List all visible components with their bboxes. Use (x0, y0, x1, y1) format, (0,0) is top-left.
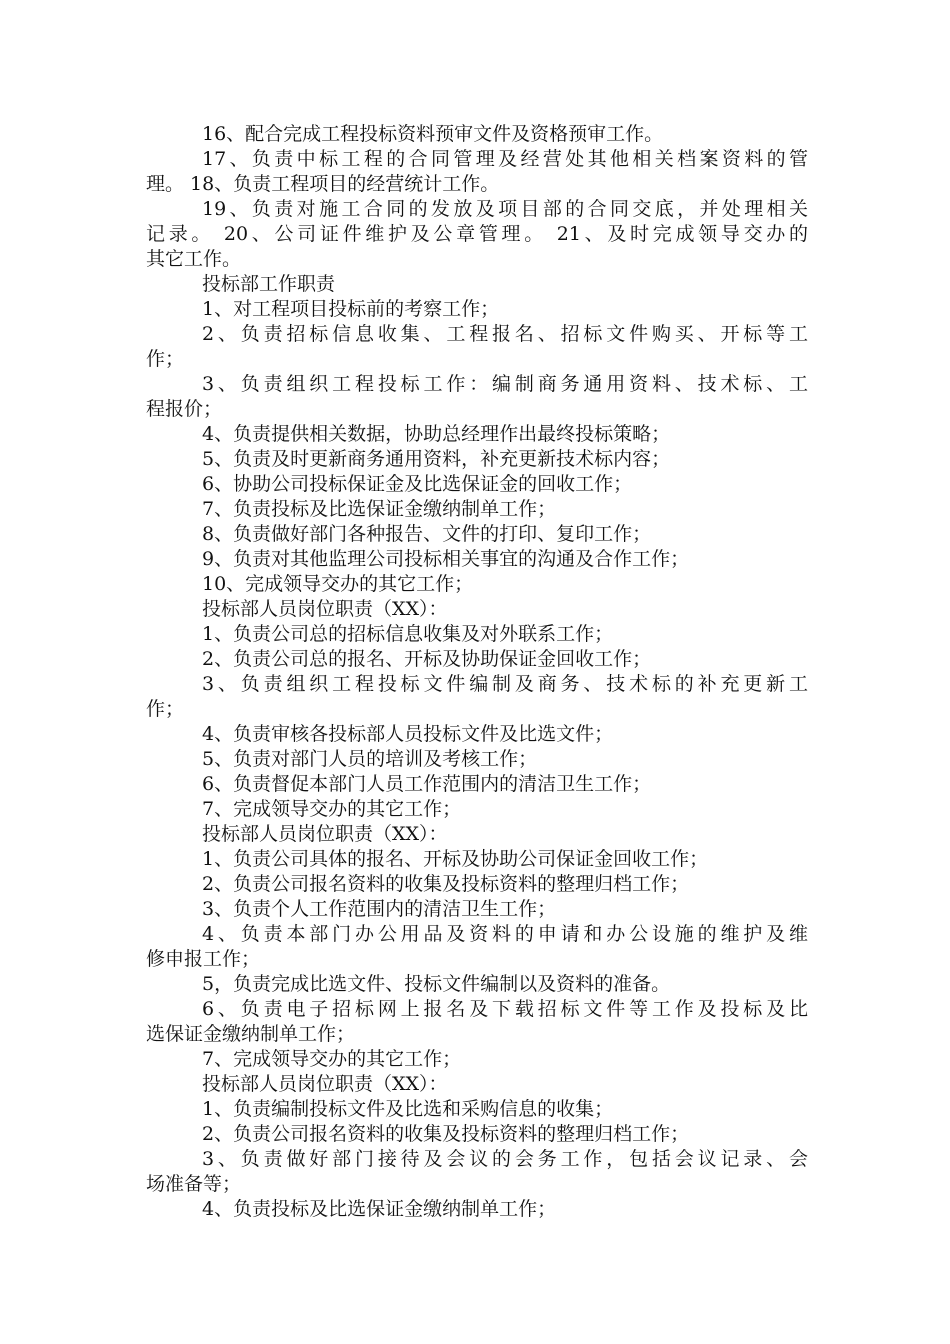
text-line: 9、负责对其他监理公司投标相关事宜的沟通及合作工作； (202, 548, 690, 570)
text-line: 2、负责公司报名资料的收集及投标资料的整理归档工作； (202, 873, 690, 895)
text-line: 理。 18、负责工程项目的经营统计工作。 (146, 173, 500, 195)
text-line: 程报价； (146, 398, 223, 420)
text-line: 4、负责本部门办公用品及资料的申请和办公设施的维护及维 (202, 923, 808, 945)
text-line: 5、负责及时更新商务通用资料，补充更新技术标内容； (202, 448, 671, 470)
text-line: 1、负责公司具体的报名、开标及协助公司保证金回收工作； (202, 848, 709, 870)
text-line: 作； (146, 348, 185, 370)
text-line: 7、完成领导交办的其它工作； (202, 1048, 462, 1070)
text-line: 选保证金缴纳制单工作； (146, 1023, 356, 1045)
text-line: 7、负责投标及比选保证金缴纳制单工作； (202, 498, 557, 520)
text-line: 8、负责做好部门各种报告、文件的打印、复印工作； (202, 523, 652, 545)
text-line: 7、完成领导交办的其它工作； (202, 798, 462, 820)
text-line: 5、负责对部门人员的培训及考核工作； (202, 748, 538, 770)
text-line: 4、负责提供相关数据，协助总经理作出最终投标策略； (202, 423, 671, 445)
text-line: 2、负责公司总的报名、开标及协助保证金回收工作； (202, 648, 652, 670)
text-line: 其它工作。 (146, 248, 242, 270)
text-line: 投标部人员岗位职责（XX）： (202, 598, 448, 620)
text-line: 作； (146, 698, 185, 720)
document-body (146, 122, 808, 1222)
text-line: 4、负责投标及比选保证金缴纳制单工作； (202, 1198, 557, 1220)
text-line: 投标部人员岗位职责（XX）： (202, 1073, 448, 1095)
text-line: 3、负责组织工程投标工作：编制商务通用资料、技术标、工 (202, 373, 808, 395)
text-line: 6、负责电子招标网上报名及下载招标文件等工作及投标及比 (202, 998, 808, 1020)
text-line: 2、负责公司报名资料的收集及投标资料的整理归档工作； (202, 1123, 690, 1145)
text-line: 3、负责做好部门接待及会议的会务工作，包括会议记录、会 (202, 1148, 808, 1170)
text-line: 场准备等； (146, 1173, 242, 1195)
text-line: 4、负责审核各投标部人员投标文件及比选文件； (202, 723, 614, 745)
text-line: 投标部人员岗位职责（XX）： (202, 823, 448, 845)
text-line: 3、负责个人工作范围内的清洁卫生工作； (202, 898, 557, 920)
text-line: 5，负责完成比选文件、投标文件编制以及资料的准备。 (202, 973, 671, 995)
text-line: 3、负责组织工程投标文件编制及商务、技术标的补充更新工 (202, 673, 808, 695)
text-line: 1、负责编制投标文件及比选和采购信息的收集； (202, 1098, 614, 1120)
text-line: 19、负责对施工合同的发放及项目部的合同交底，并处理相关 (202, 198, 808, 220)
text-line: 17、负责中标工程的合同管理及经营处其他相关档案资料的管 (202, 148, 808, 170)
text-line: 2、负责招标信息收集、工程报名、招标文件购买、开标等工 (202, 323, 808, 345)
text-line: 1、对工程项目投标前的考察工作； (202, 298, 500, 320)
text-line: 1、负责公司总的招标信息收集及对外联系工作； (202, 623, 614, 645)
text-line: 16、配合完成工程投标资料预审文件及资格预审工作。 (202, 123, 664, 145)
text-line: 6、协助公司投标保证金及比选保证金的回收工作； (202, 473, 633, 495)
text-line: 投标部工作职责 (202, 273, 336, 295)
text-line: 记录。 20、公司证件维护及公章管理。 21、及时完成领导交办的 (146, 223, 808, 245)
text-line: 修申报工作； (146, 948, 261, 970)
text-line: 10、完成领导交办的其它工作； (202, 573, 474, 595)
text-line: 6、负责督促本部门人员工作范围内的清洁卫生工作； (202, 773, 652, 795)
